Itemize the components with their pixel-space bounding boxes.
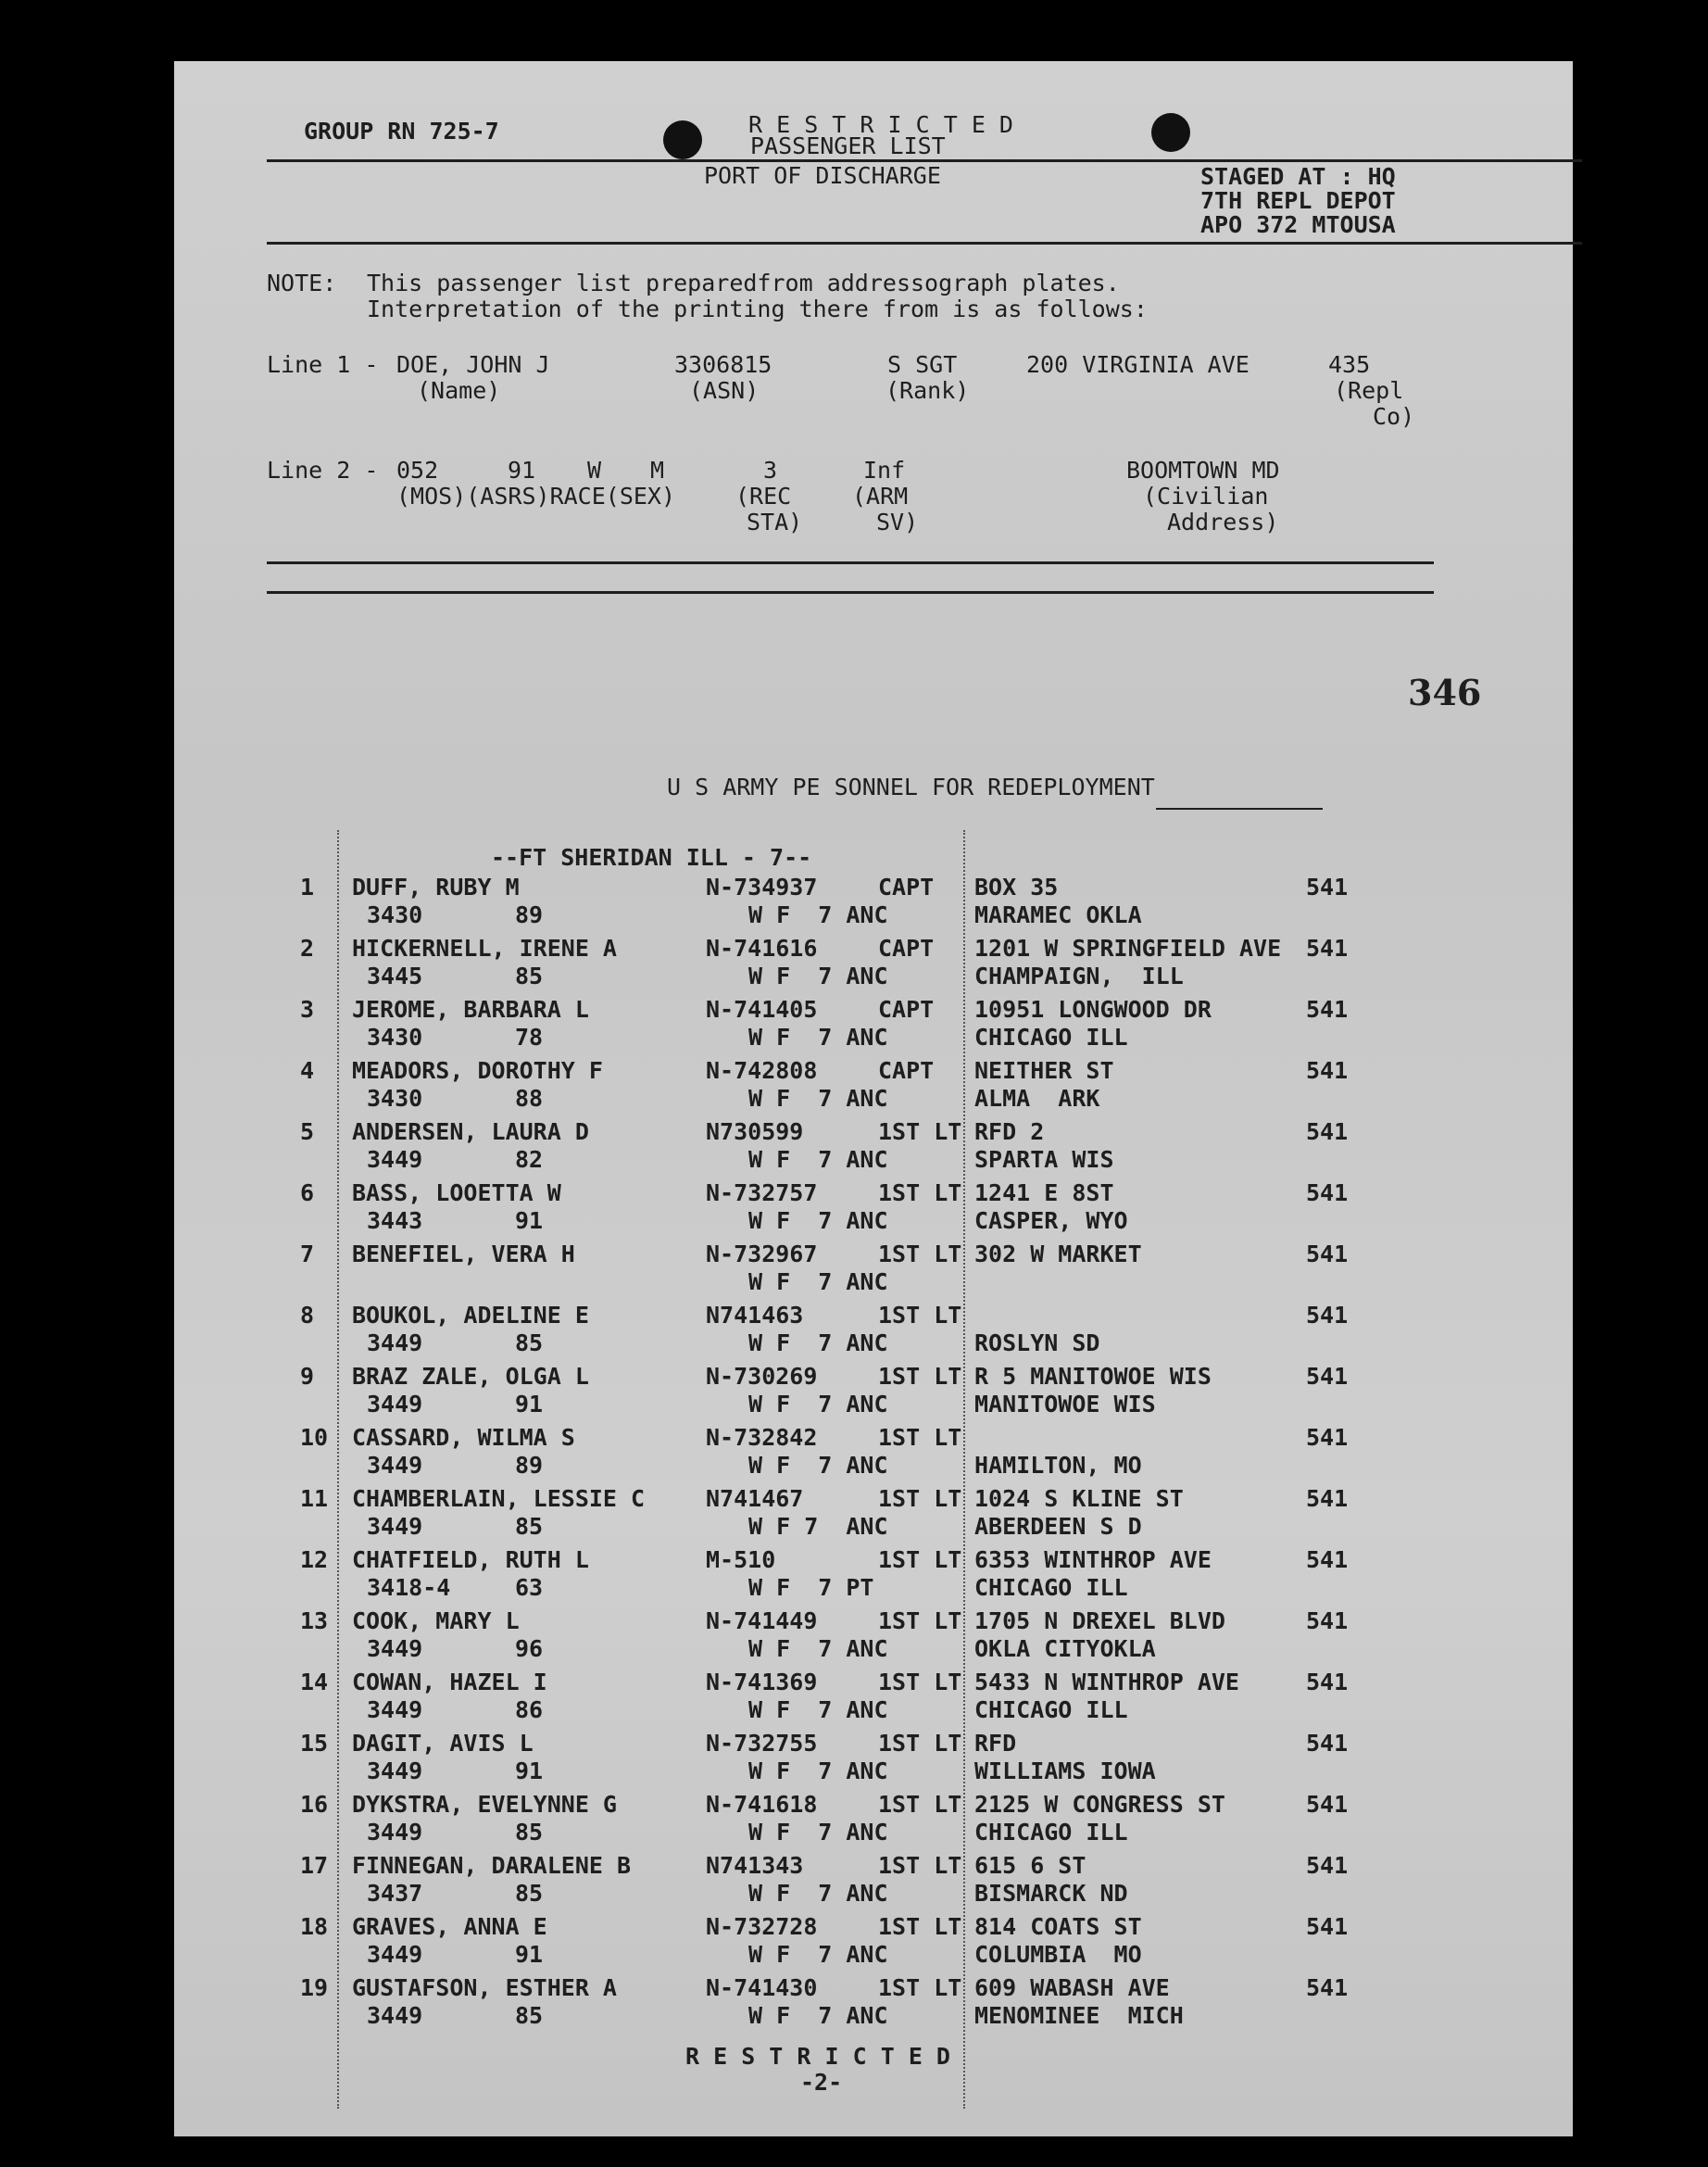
passenger-company: 541 bbox=[1306, 1730, 1349, 1757]
passenger-address-line-1: 10951 LONGWOOD DR bbox=[974, 996, 1212, 1023]
passenger-asn: N-732755 bbox=[706, 1730, 818, 1757]
passenger-company: 541 bbox=[1306, 1424, 1349, 1451]
legend-mos-caption: (MOS)(ASRS)RACE(SEX) bbox=[396, 483, 676, 510]
passenger-rank: 1ST LT bbox=[878, 1607, 962, 1634]
passenger-asn: N-741369 bbox=[706, 1669, 818, 1695]
legend-co-caption-1: (Repl bbox=[1334, 377, 1404, 404]
row-number: 7 bbox=[300, 1241, 315, 1267]
passenger-rank: 1ST LT bbox=[878, 1363, 962, 1390]
passenger-rank: 1ST LT bbox=[878, 1730, 962, 1757]
table-row bbox=[174, 1364, 1573, 1425]
passenger-name: HICKERNELL, IRENE A bbox=[352, 935, 617, 962]
legend-asrs: 91 bbox=[508, 457, 536, 484]
passenger-asn: N741463 bbox=[706, 1302, 804, 1329]
passenger-company: 541 bbox=[1306, 1669, 1349, 1695]
passenger-name: BOUKOL, ADELINE E bbox=[352, 1302, 589, 1329]
passenger-name: CASSARD, WILMA S bbox=[352, 1424, 575, 1451]
passenger-race-sex-arm: W F 7 ANC bbox=[748, 1513, 888, 1540]
row-number: 16 bbox=[300, 1791, 329, 1818]
passenger-asrs: 86 bbox=[515, 1696, 544, 1723]
passenger-asrs: 85 bbox=[515, 963, 544, 989]
legend-arm: Inf bbox=[863, 457, 906, 484]
passenger-name: ANDERSEN, LAURA D bbox=[352, 1118, 589, 1145]
passenger-address-line-2: ABERDEEN S D bbox=[974, 1513, 1142, 1540]
passenger-name: COOK, MARY L bbox=[352, 1607, 520, 1634]
passenger-list-title: PASSENGER LIST bbox=[750, 132, 946, 159]
passenger-company: 541 bbox=[1306, 1241, 1349, 1267]
passenger-address-line-2: MARAMEC OKLA bbox=[974, 901, 1142, 928]
passenger-mos: 3437 bbox=[367, 1880, 423, 1907]
passenger-company: 541 bbox=[1306, 874, 1349, 901]
passenger-asrs: 82 bbox=[515, 1146, 544, 1173]
passenger-address-line-2: CHAMPAIGN, ILL bbox=[974, 963, 1184, 989]
passenger-address-line-2: CHICAGO ILL bbox=[974, 1024, 1128, 1051]
legend-line1-label: Line 1 - bbox=[267, 351, 379, 378]
passenger-address-line-2: MENOMINEE MICH bbox=[974, 2002, 1184, 2029]
passenger-asn: N-732728 bbox=[706, 1913, 818, 1940]
row-number: 11 bbox=[300, 1485, 329, 1512]
row-number: 9 bbox=[300, 1363, 315, 1390]
passenger-address-line-2: HAMILTON, MO bbox=[974, 1452, 1142, 1479]
passenger-company: 541 bbox=[1306, 1791, 1349, 1818]
passenger-mos: 3449 bbox=[367, 1635, 423, 1662]
table-row bbox=[174, 1853, 1573, 1914]
passenger-name: COWAN, HAZEL I bbox=[352, 1669, 547, 1695]
passenger-address-line-1: 2125 W CONGRESS ST bbox=[974, 1791, 1225, 1818]
passenger-race-sex-arm: W F 7 ANC bbox=[748, 1819, 888, 1846]
passenger-asn: N-742808 bbox=[706, 1057, 818, 1084]
passenger-name: GUSTAFSON, ESTHER A bbox=[352, 1974, 617, 2001]
row-number: 4 bbox=[300, 1057, 315, 1084]
passenger-asrs: 85 bbox=[515, 1329, 544, 1356]
passenger-address-line-1: R 5 MANITOWOE WIS bbox=[974, 1363, 1212, 1390]
passenger-company: 541 bbox=[1306, 1118, 1349, 1145]
row-number: 18 bbox=[300, 1913, 329, 1940]
passenger-address-line-1: 5433 N WINTHROP AVE bbox=[974, 1669, 1239, 1695]
passenger-address-line-1: 609 WABASH AVE bbox=[974, 1974, 1170, 2001]
passenger-name: CHATFIELD, RUTH L bbox=[352, 1546, 589, 1573]
passenger-address-line-1: RFD bbox=[974, 1730, 1017, 1757]
table-row bbox=[174, 1486, 1573, 1547]
note-line-1: This passenger list preparedfrom addressograph plates. bbox=[367, 270, 1120, 296]
passenger-mos: 3418-4 bbox=[367, 1574, 451, 1601]
passenger-asrs: 89 bbox=[515, 901, 544, 928]
passenger-rank: CAPT bbox=[878, 874, 935, 901]
row-number: 13 bbox=[300, 1607, 329, 1634]
passenger-asrs: 88 bbox=[515, 1085, 544, 1112]
passenger-asrs: 85 bbox=[515, 2002, 544, 2029]
passenger-company: 541 bbox=[1306, 1607, 1349, 1634]
passenger-asrs: 85 bbox=[515, 1513, 544, 1540]
passenger-address-line-1: 6353 WINTHROP AVE bbox=[974, 1546, 1212, 1573]
table-row bbox=[174, 1425, 1573, 1486]
passenger-rank: 1ST LT bbox=[878, 1241, 962, 1267]
passenger-asn: N-741618 bbox=[706, 1791, 818, 1818]
legend-race: W bbox=[587, 457, 602, 484]
row-number: 14 bbox=[300, 1669, 329, 1695]
passenger-mos: 3430 bbox=[367, 901, 423, 928]
passenger-mos: 3449 bbox=[367, 1452, 423, 1479]
passenger-race-sex-arm: W F 7 PT bbox=[748, 1574, 874, 1601]
passenger-company: 541 bbox=[1306, 1302, 1349, 1329]
row-number: 15 bbox=[300, 1730, 329, 1757]
legend-name-caption: (Name) bbox=[417, 377, 501, 404]
passenger-address-line-1: 1024 S KLINE ST bbox=[974, 1485, 1184, 1512]
row-number: 3 bbox=[300, 996, 315, 1023]
legend-civ-caption-2: Address) bbox=[1167, 509, 1279, 535]
restricted-top: R E S T R I C T E D bbox=[748, 111, 1013, 138]
passenger-name: CHAMBERLAIN, LESSIE C bbox=[352, 1485, 646, 1512]
passenger-address-line-2: CHICAGO ILL bbox=[974, 1819, 1128, 1846]
passenger-name: DAGIT, AVIS L bbox=[352, 1730, 534, 1757]
legend-civ-caption-1: (Civilian bbox=[1143, 483, 1269, 510]
passenger-company: 541 bbox=[1306, 996, 1349, 1023]
staged-line-1: STAGED AT : HQ bbox=[1200, 163, 1396, 190]
passenger-mos: 3445 bbox=[367, 963, 423, 989]
legend-rec-caption-2: STA) bbox=[747, 509, 803, 535]
header-rule-bottom bbox=[267, 242, 1582, 245]
table-row bbox=[174, 1180, 1573, 1241]
passenger-rank: CAPT bbox=[878, 1057, 935, 1084]
group-number: GROUP RN 725-7 bbox=[304, 118, 499, 145]
table-row bbox=[174, 1792, 1573, 1853]
passenger-race-sex-arm: W F 7 ANC bbox=[748, 1268, 888, 1295]
passenger-company: 541 bbox=[1306, 1852, 1349, 1879]
passenger-rank: 1ST LT bbox=[878, 1852, 962, 1879]
legend-civ: BOOMTOWN MD bbox=[1126, 457, 1280, 484]
table-row bbox=[174, 1975, 1573, 2036]
legend-arm-caption-1: (ARM bbox=[852, 483, 909, 510]
legend-rec-caption-1: (REC bbox=[735, 483, 792, 510]
passenger-asrs: 91 bbox=[515, 1391, 544, 1417]
passenger-company: 541 bbox=[1306, 1057, 1349, 1084]
passenger-mos: 3449 bbox=[367, 1819, 423, 1846]
passenger-race-sex-arm: W F 7 ANC bbox=[748, 1635, 888, 1662]
staged-line-3: APO 372 MTOUSA bbox=[1200, 211, 1396, 238]
legend-asn: 3306815 bbox=[674, 351, 772, 378]
passenger-address-line-1: 302 W MARKET bbox=[974, 1241, 1142, 1267]
port-of-discharge: PORT OF DISCHARGE bbox=[704, 162, 941, 189]
document-page bbox=[174, 61, 1573, 2136]
table-row bbox=[174, 1669, 1573, 1731]
passenger-race-sex-arm: W F 7 ANC bbox=[748, 1941, 888, 1968]
passenger-rank: 1ST LT bbox=[878, 1546, 962, 1573]
passenger-name: MEADORS, DOROTHY F bbox=[352, 1057, 603, 1084]
passenger-name: JEROME, BARBARA L bbox=[352, 996, 589, 1023]
passenger-company: 541 bbox=[1306, 1913, 1349, 1940]
passenger-asrs: 96 bbox=[515, 1635, 544, 1662]
passenger-address-line-1: NEITHER ST bbox=[974, 1057, 1114, 1084]
passenger-address-line-2: CASPER, WYO bbox=[974, 1207, 1128, 1234]
passenger-company: 541 bbox=[1306, 1363, 1349, 1390]
punch-hole-right bbox=[1151, 113, 1190, 152]
passenger-race-sex-arm: W F 7 ANC bbox=[748, 1085, 888, 1112]
group-title: --FT SHERIDAN ILL - 7-- bbox=[491, 844, 812, 871]
passenger-address-line-1: RFD 2 bbox=[974, 1118, 1045, 1145]
table-row bbox=[174, 1241, 1573, 1303]
passenger-asn: N-732967 bbox=[706, 1241, 818, 1267]
passenger-address-line-1: 1241 E 8ST bbox=[974, 1179, 1114, 1206]
passenger-mos: 3443 bbox=[367, 1207, 423, 1234]
table-row bbox=[174, 1058, 1573, 1119]
passenger-asn: N-741449 bbox=[706, 1607, 818, 1634]
passenger-name: BENEFIEL, VERA H bbox=[352, 1241, 575, 1267]
passenger-asrs: 91 bbox=[515, 1207, 544, 1234]
legend-rec: 3 bbox=[763, 457, 778, 484]
passenger-mos: 3430 bbox=[367, 1085, 423, 1112]
legend-name: DOE, JOHN J bbox=[396, 351, 550, 378]
passenger-address-line-2: SPARTA WIS bbox=[974, 1146, 1114, 1173]
passenger-asn: N-732842 bbox=[706, 1424, 818, 1451]
passenger-asrs: 63 bbox=[515, 1574, 544, 1601]
legend-asn-caption: (ASN) bbox=[689, 377, 760, 404]
staged-line-2: 7TH REPL DEPOT bbox=[1200, 187, 1396, 214]
passenger-address-line-2: WILLIAMS IOWA bbox=[974, 1758, 1156, 1784]
passenger-mos: 3449 bbox=[367, 1758, 423, 1784]
passenger-rank: 1ST LT bbox=[878, 1485, 962, 1512]
row-number: 17 bbox=[300, 1852, 329, 1879]
passenger-mos: 3449 bbox=[367, 1146, 423, 1173]
passenger-race-sex-arm: W F 7 ANC bbox=[748, 1452, 888, 1479]
legend-rank: S SGT bbox=[887, 351, 958, 378]
passenger-address-line-2: COLUMBIA MO bbox=[974, 1941, 1142, 1968]
restricted-footer: R E S T R I C T E D bbox=[685, 2043, 950, 2070]
passenger-asn: N741343 bbox=[706, 1852, 804, 1879]
legend-line2-label: Line 2 - bbox=[267, 457, 379, 484]
passenger-mos: 3449 bbox=[367, 1391, 423, 1417]
passenger-rank: 1ST LT bbox=[878, 1179, 962, 1206]
passenger-race-sex-arm: W F 7 ANC bbox=[748, 963, 888, 989]
passenger-asn: N-730269 bbox=[706, 1363, 818, 1390]
passenger-address-line-2: ROSLYN SD bbox=[974, 1329, 1100, 1356]
passenger-rank: 1ST LT bbox=[878, 1302, 962, 1329]
passenger-asn: N-741430 bbox=[706, 1974, 818, 2001]
passenger-asrs: 78 bbox=[515, 1024, 544, 1051]
note-line-2: Interpretation of the printing there from is as follows: bbox=[367, 296, 1148, 322]
passenger-asn: N-732757 bbox=[706, 1179, 818, 1206]
legend-rank-caption: (Rank) bbox=[885, 377, 970, 404]
passenger-mos: 3449 bbox=[367, 2002, 423, 2029]
passenger-asn: N741467 bbox=[706, 1485, 804, 1512]
passenger-address-line-2: MANITOWOE WIS bbox=[974, 1391, 1156, 1417]
passenger-name: BASS, LOOETTA W bbox=[352, 1179, 561, 1206]
legend-arm-caption-2: SV) bbox=[876, 509, 919, 535]
table-row bbox=[174, 1119, 1573, 1180]
passenger-race-sex-arm: W F 7 ANC bbox=[748, 1880, 888, 1907]
passenger-asrs: 91 bbox=[515, 1758, 544, 1784]
legend-sex: M bbox=[650, 457, 665, 484]
passenger-address-line-2: OKLA CITYOKLA bbox=[974, 1635, 1156, 1662]
passenger-company: 541 bbox=[1306, 1485, 1349, 1512]
passenger-asn: N-741405 bbox=[706, 996, 818, 1023]
passenger-mos: 3449 bbox=[367, 1941, 423, 1968]
passenger-race-sex-arm: W F 7 ANC bbox=[748, 1024, 888, 1051]
passenger-race-sex-arm: W F 7 ANC bbox=[748, 1391, 888, 1417]
table-row bbox=[174, 1303, 1573, 1364]
table-row bbox=[174, 936, 1573, 997]
legend-rule-2 bbox=[267, 591, 1434, 594]
passenger-asn: N-734937 bbox=[706, 874, 818, 901]
passenger-name: DUFF, RUBY M bbox=[352, 874, 520, 901]
passenger-address-line-1: 814 COATS ST bbox=[974, 1913, 1142, 1940]
passenger-asn: N-741616 bbox=[706, 935, 818, 962]
section-title-underline bbox=[1156, 808, 1323, 810]
table-row bbox=[174, 875, 1573, 936]
note-label: NOTE: bbox=[267, 270, 337, 296]
passenger-name: DYKSTRA, EVELYNNE G bbox=[352, 1791, 617, 1818]
passenger-rank: CAPT bbox=[878, 996, 935, 1023]
passenger-asrs: 89 bbox=[515, 1452, 544, 1479]
row-number: 2 bbox=[300, 935, 315, 962]
row-number: 5 bbox=[300, 1118, 315, 1145]
passenger-rank: 1ST LT bbox=[878, 1424, 962, 1451]
passenger-race-sex-arm: W F 7 ANC bbox=[748, 1758, 888, 1784]
passenger-name: FINNEGAN, DARALENE B bbox=[352, 1852, 632, 1879]
passenger-address-line-1: 1201 W SPRINGFIELD AVE bbox=[974, 935, 1282, 962]
table-row bbox=[174, 1608, 1573, 1669]
passenger-company: 541 bbox=[1306, 1974, 1349, 2001]
passenger-address-line-2: CHICAGO ILL bbox=[974, 1696, 1128, 1723]
passenger-rank: 1ST LT bbox=[878, 1669, 962, 1695]
passenger-company: 541 bbox=[1306, 1546, 1349, 1573]
passenger-mos: 3449 bbox=[367, 1513, 423, 1540]
passenger-rank: 1ST LT bbox=[878, 1791, 962, 1818]
passenger-address-line-1: 615 6 ST bbox=[974, 1852, 1086, 1879]
row-number: 12 bbox=[300, 1546, 329, 1573]
passenger-race-sex-arm: W F 7 ANC bbox=[748, 1696, 888, 1723]
footer-page-number: -2- bbox=[800, 2069, 843, 2096]
passenger-mos: 3449 bbox=[367, 1329, 423, 1356]
passenger-rank: 1ST LT bbox=[878, 1118, 962, 1145]
passenger-race-sex-arm: W F 7 ANC bbox=[748, 1329, 888, 1356]
passenger-name: GRAVES, ANNA E bbox=[352, 1913, 547, 1940]
passenger-rank: 1ST LT bbox=[878, 1913, 962, 1940]
table-row bbox=[174, 1731, 1573, 1792]
passenger-race-sex-arm: W F 7 ANC bbox=[748, 1146, 888, 1173]
passenger-rank: 1ST LT bbox=[878, 1974, 962, 2001]
passenger-address-line-2: CHICAGO ILL bbox=[974, 1574, 1128, 1601]
passenger-asn: M-510 bbox=[706, 1546, 776, 1573]
passenger-address-line-2: BISMARCK ND bbox=[974, 1880, 1128, 1907]
legend-mos: 052 bbox=[396, 457, 439, 484]
row-number: 10 bbox=[300, 1424, 329, 1451]
legend-address: 200 VIRGINIA AVE bbox=[1026, 351, 1250, 378]
passenger-asrs: 85 bbox=[515, 1880, 544, 1907]
legend-co: 435 bbox=[1328, 351, 1371, 378]
passenger-race-sex-arm: W F 7 ANC bbox=[748, 2002, 888, 2029]
passenger-asrs: 85 bbox=[515, 1819, 544, 1846]
row-number: 6 bbox=[300, 1179, 315, 1206]
passenger-mos: 3430 bbox=[367, 1024, 423, 1051]
page-number: 346 bbox=[1408, 672, 1482, 713]
table-row bbox=[174, 997, 1573, 1058]
passenger-mos: 3449 bbox=[367, 1696, 423, 1723]
row-number: 8 bbox=[300, 1302, 315, 1329]
passenger-address-line-2: ALMA ARK bbox=[974, 1085, 1100, 1112]
passenger-name: BRAZ ZALE, OLGA L bbox=[352, 1363, 589, 1390]
passenger-company: 541 bbox=[1306, 1179, 1349, 1206]
section-title: U S ARMY PE SONNEL FOR REDEPLOYMENT bbox=[667, 774, 1155, 800]
passenger-address-line-1: 1705 N DREXEL BLVD bbox=[974, 1607, 1225, 1634]
passenger-address-line-1: BOX 35 bbox=[974, 874, 1059, 901]
punch-hole-left bbox=[663, 120, 702, 159]
row-number: 1 bbox=[300, 874, 315, 901]
passenger-asn: N730599 bbox=[706, 1118, 804, 1145]
row-number: 19 bbox=[300, 1974, 329, 2001]
table-row bbox=[174, 1914, 1573, 1975]
passenger-race-sex-arm: W F 7 ANC bbox=[748, 901, 888, 928]
passenger-asrs: 91 bbox=[515, 1941, 544, 1968]
table-row bbox=[174, 1547, 1573, 1608]
legend-rule-1 bbox=[267, 561, 1434, 564]
passenger-race-sex-arm: W F 7 ANC bbox=[748, 1207, 888, 1234]
passenger-company: 541 bbox=[1306, 935, 1349, 962]
legend-co-caption-2: Co) bbox=[1373, 403, 1415, 430]
passenger-rank: CAPT bbox=[878, 935, 935, 962]
